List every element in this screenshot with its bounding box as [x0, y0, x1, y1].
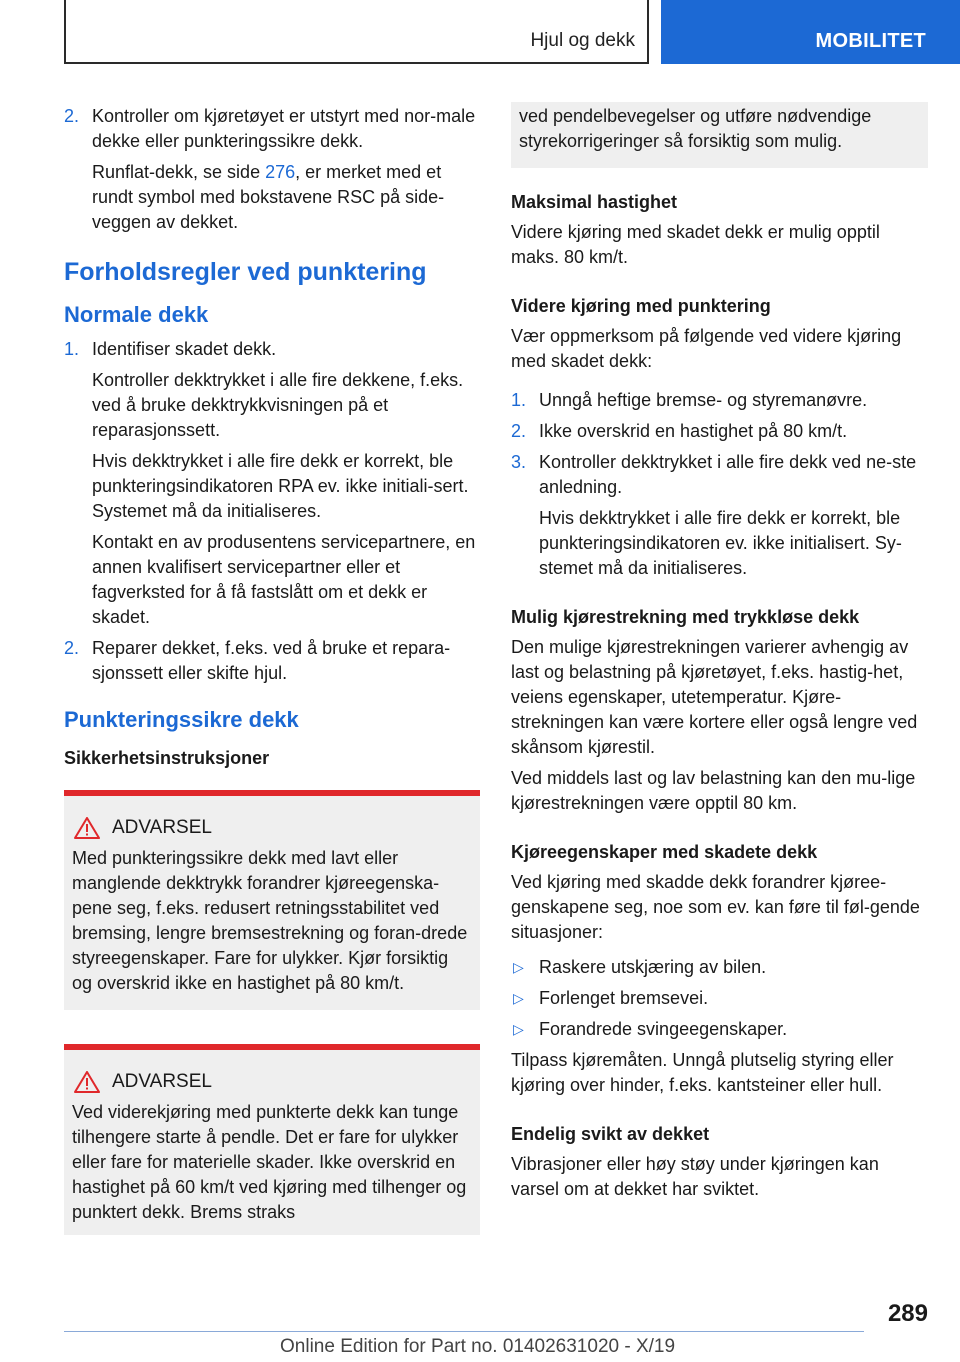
list-number: 2. — [64, 638, 80, 658]
subsection-normal-title: Normale dekk — [64, 302, 209, 327]
list-text: Identifiser skadet dekk. — [92, 339, 277, 359]
list-text: Reparer dekket, f.eks. ved å bruke et repara-sjonssett eller skifte hjul. — [92, 638, 451, 683]
safety-heading: Sikkerhetsinstruksjoner — [64, 748, 270, 768]
footer-divider — [64, 1331, 864, 1332]
warning-text: Ved viderekjøring med punkterte dekk kan tunge tilhengere starte å pendle. Det er fare for ulykker eller fare for materielle skader. Ikke overskrid en hastighet på 60 km/t ved kjøring med tilhenger og punktert dekk. Brems straks — [72, 1102, 467, 1222]
list-text: Raskere utskjæring av bilen. — [539, 957, 767, 977]
paragraph: Den mulige kjørestrekningen varierer avhengig av last og belastning på kjøretøyet, f.eks. hastig-het, veiens egenskaper, utetemperatur. Kjøre-strekningen kan være kortere eller også lengre ved skånsom kjørestil. — [511, 637, 918, 757]
list-number: 1. — [64, 339, 80, 359]
paragraph: Ved kjøring med skadde dekk forandrer kjøree-genskapene seg, noe som ev. kan føre til føl-gende situasjoner: — [511, 872, 920, 942]
page-link[interactable]: 276 — [265, 162, 296, 182]
list-number: 3. — [511, 452, 527, 472]
warning-text: Med punkteringssikre dekk med lavt eller manglende dekktrykk forandrer kjøreegenska-pene seg, f.eks. redusert retningsstabilitet ved bremsing, lengre bremsestrekning og foran-drede styreegenskaper. Fare for ulykker. Kjør forsiktig og overskrid ikke en hastighet på 80 km/t. — [72, 848, 468, 993]
paragraph: Vær oppmerksom på følgende ved videre kjøring med skadet dekk: — [511, 326, 902, 371]
list-item — [64, 104, 480, 154]
right-column — [511, 102, 928, 1202]
warning-text: ved pendelbevegelser og utføre nødvendige styrekorrigeringer så forsiktig som mulig. — [519, 106, 872, 151]
list-text: Kontroller om kjøretøyet er utstyrt med nor-male dekke eller punkteringssikre dekk. — [92, 106, 476, 151]
heading-max-speed: Maksimal hastighet — [511, 192, 678, 212]
heading-range: Mulig kjørestrekning med trykkløse dekk — [511, 607, 860, 627]
left-column — [64, 104, 480, 1235]
list-item — [511, 1017, 928, 1042]
list-item — [64, 337, 480, 362]
list-number: 2. — [64, 106, 80, 126]
warning-title: ADVARSEL — [112, 1071, 212, 1092]
list-text: Forlenget bremsevei. — [539, 988, 709, 1008]
heading-driving-properties: Kjøreegenskaper med skadete dekk — [511, 842, 818, 862]
heading-tyre-failure: Endelig svikt av dekket — [511, 1124, 710, 1144]
heading-further-driving: Videre kjøring med punktering — [511, 296, 771, 316]
list-text: Unngå heftige bremse- og styremanøvre. — [539, 390, 868, 410]
paragraph: Videre kjøring med skadet dekk er mulig opptil maks. 80 km/t. — [511, 222, 880, 267]
warning-continuation — [511, 102, 928, 168]
list-item — [511, 419, 928, 444]
list-number: 2. — [511, 421, 527, 441]
header-chapter — [661, 0, 960, 64]
page-number: 289 — [887, 1300, 928, 1327]
triangle-bullet-icon: ▷ — [513, 959, 524, 975]
list-item — [64, 636, 480, 686]
list-item — [511, 388, 928, 413]
warning-triangle-icon — [74, 1071, 100, 1093]
warning-title: ADVARSEL — [112, 817, 212, 838]
warning-triangle-icon — [74, 817, 100, 839]
list-text: Ikke overskrid en hastighet på 80 km/t. — [539, 421, 848, 441]
paragraph: Vibrasjoner eller høy støy under kjøringen kan varsel om at dekket har sviktet. — [511, 1154, 879, 1199]
paragraph: Ved middels last og lav belastning kan den mu-lige kjørestrekningen være opptil 80 km. — [511, 768, 916, 813]
list-text: Kontroller dekktrykket i alle fire dekk ved ne-ste anledning. — [539, 452, 917, 497]
header-chapter-title: MOBILITET — [815, 30, 926, 52]
list-item — [511, 450, 928, 500]
list-number: 1. — [511, 390, 527, 410]
list-subparagraph: Kontroller dekktrykket i alle fire dekkene, f.eks. ved å bruke dekktrykkvisningen på et reparasjonssett. — [92, 370, 464, 440]
footer-edition: Online Edition for Part no. 01402631020 - X/19 — [280, 1336, 676, 1357]
warning-box — [64, 1044, 480, 1235]
warning-header — [72, 1070, 472, 1094]
warning-header — [72, 816, 472, 840]
warning-box — [64, 790, 480, 1010]
subsection-runflat-title: Punkteringssikre dekk — [64, 707, 299, 732]
header-section — [64, 0, 649, 64]
triangle-bullet-icon: ▷ — [513, 990, 524, 1006]
list-subparagraph: Kontakt en av produsentens servicepartnere, en annen kvalifisert servicepartner eller et fagverksted for å få fastslått om et dekk er skadet. — [92, 532, 476, 627]
list-subparagraph: Hvis dekktrykket i alle fire dekk er korrekt, ble punkteringsindikatoren ev. ikke initialisert. Sy-stemet må da initialiseres. — [539, 508, 902, 578]
list-item — [511, 955, 928, 980]
header-section-title: Hjul og dekk — [530, 30, 635, 51]
triangle-bullet-icon: ▷ — [513, 1021, 524, 1037]
runflat-paragraph: Runflat-dekk, se side 276, er merket med et rundt symbol med bokstavene RSC på side-veggen av dekket. — [92, 162, 445, 232]
list-text: Forandrede svingeegenskaper. — [539, 1019, 788, 1039]
section-title: Forholdsregler ved punktering — [64, 258, 427, 286]
list-item — [511, 986, 928, 1011]
paragraph: Tilpass kjøremåten. Unngå plutselig styring eller kjøring over hinder, f.eks. kantsteiner eller hull. — [511, 1050, 894, 1095]
list-subparagraph: Hvis dekktrykket i alle fire dekk er korrekt, ble punkteringsindikatoren RPA ev. ikke initiali-sert. Systemet må da initialiseres. — [92, 451, 469, 521]
